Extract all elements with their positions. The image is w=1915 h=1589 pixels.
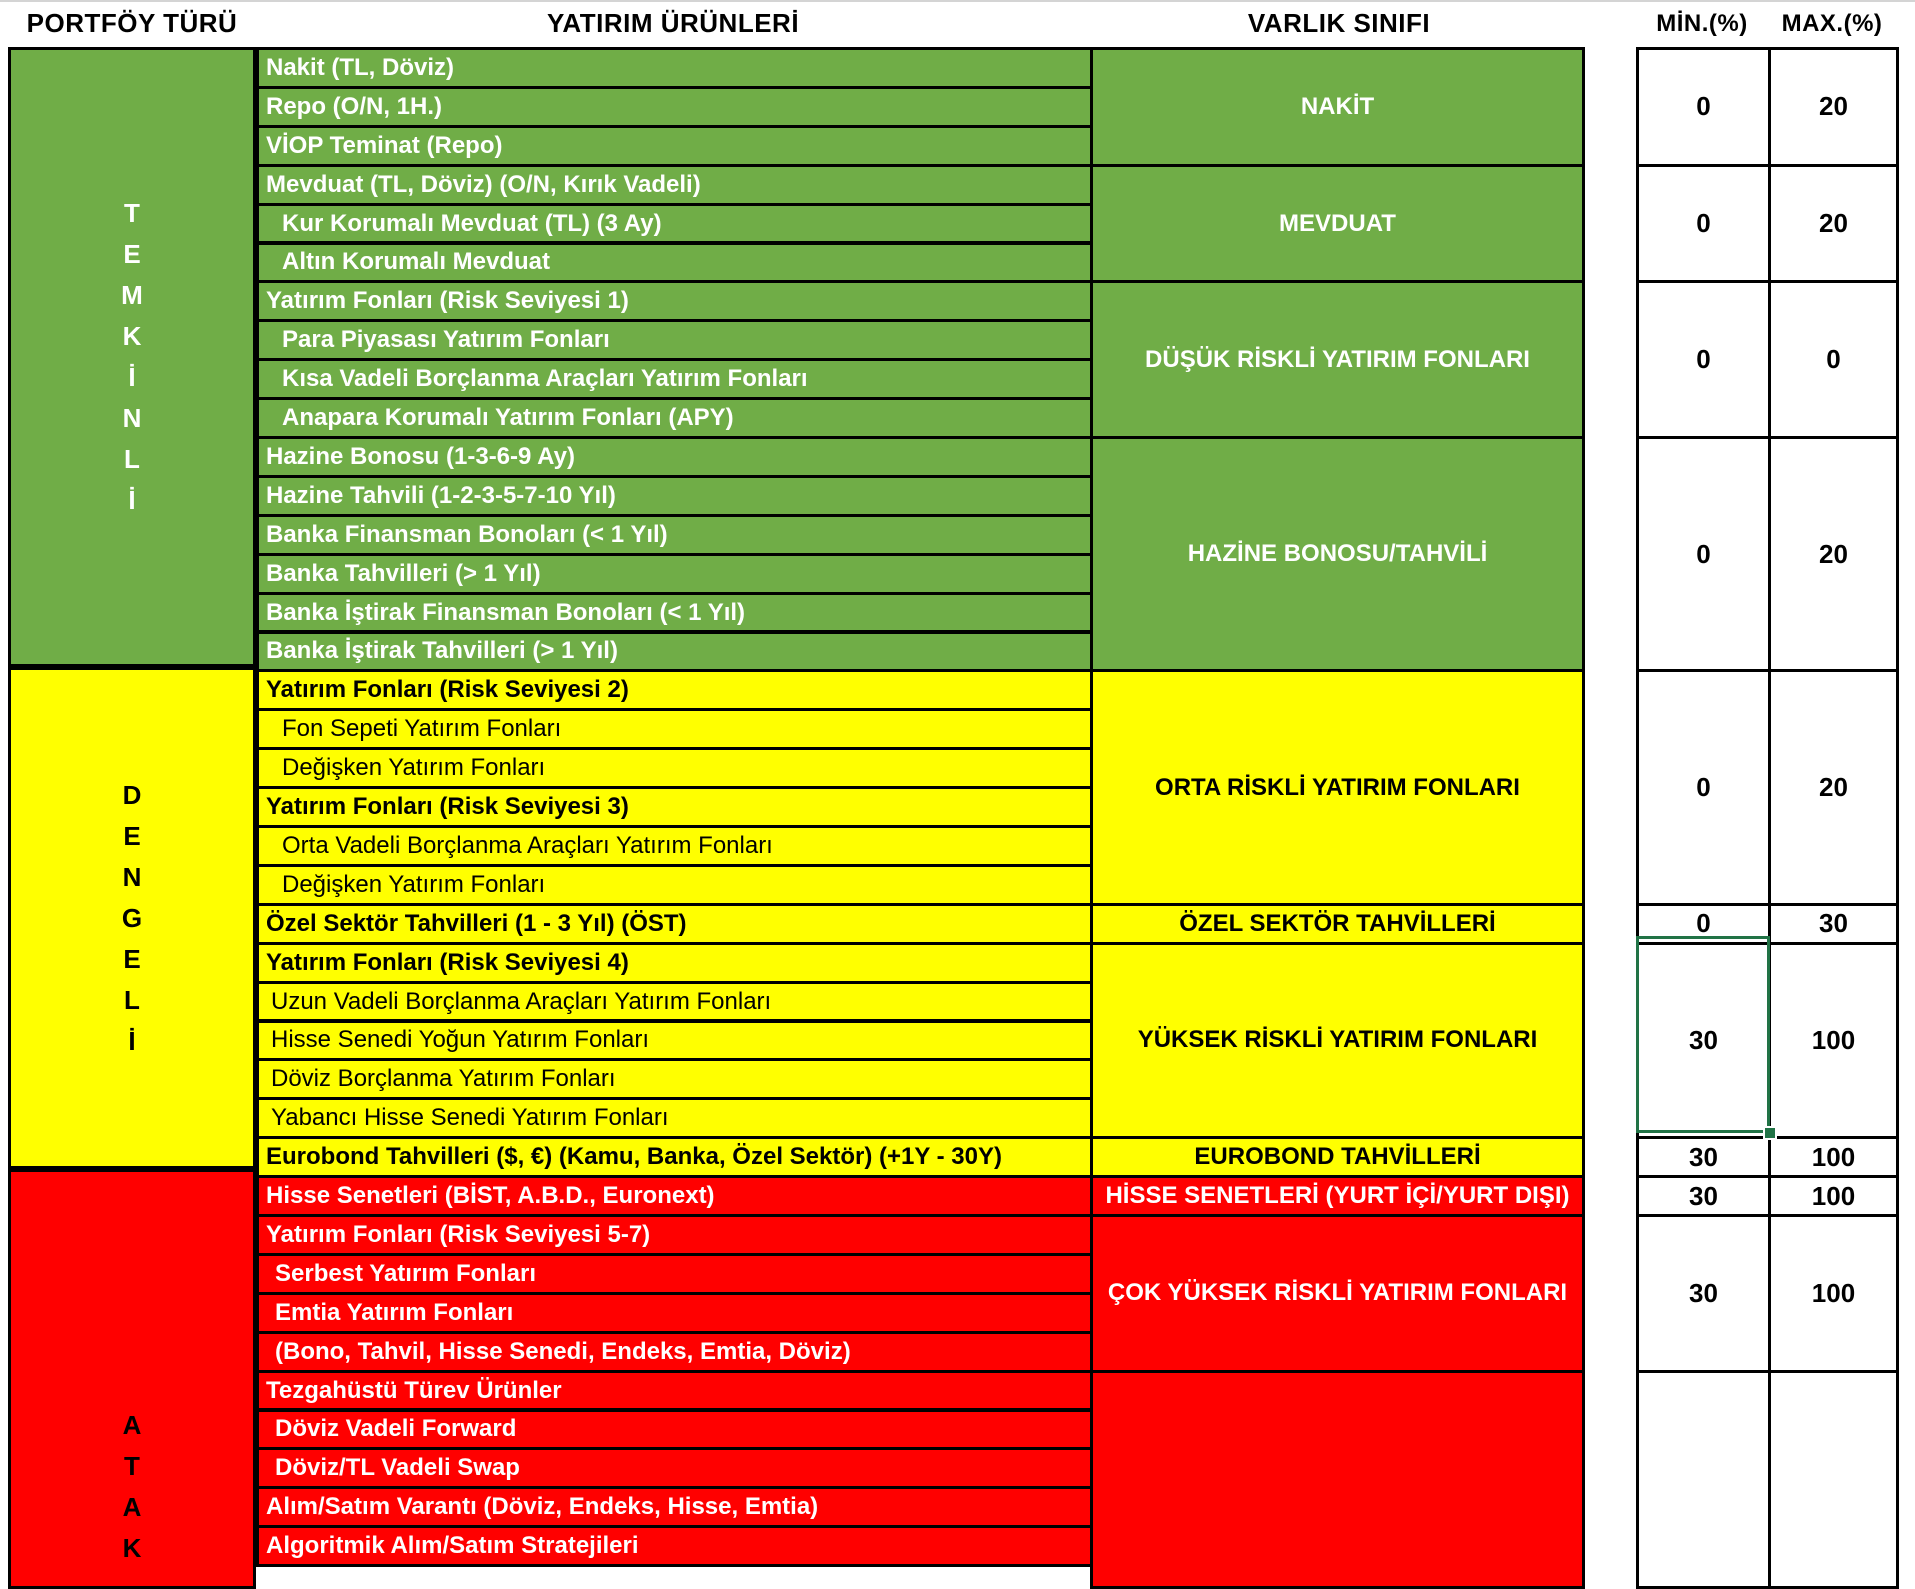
min-percent-cell[interactable]: 0 [1636, 164, 1771, 284]
portfolio-type-label [122, 775, 142, 1062]
product-row[interactable]: Yatırım Fonları (Risk Seviyesi 1) [256, 280, 1093, 322]
asset-class-cell[interactable]: ÖZEL SEKTÖR TAHVİLLERİ [1090, 903, 1585, 945]
product-row[interactable]: Hisse Senetleri (BİST, A.B.D., Euronext) [256, 1175, 1093, 1217]
asset-class-cell[interactable]: HİSSE SENETLERİ (YURT İÇİ/YURT DIŞI) [1090, 1175, 1585, 1217]
product-row[interactable]: Banka İştirak Finansman Bonoları (< 1 Yıl) [256, 592, 1093, 634]
min-percent-cell[interactable]: 0 [1636, 280, 1771, 439]
product-row[interactable]: Orta Vadeli Borçlanma Araçları Yatırım Fonları [256, 825, 1093, 867]
header-max-percent[interactable]: MAX.(%) [1781, 9, 1883, 37]
product-row[interactable]: Yatırım Fonları (Risk Seviyesi 3) [256, 786, 1093, 828]
fill-handle[interactable] [1763, 1126, 1777, 1140]
max-percent-cell[interactable]: 100 [1768, 1175, 1899, 1217]
product-row[interactable]: Mevduat (TL, Döviz) (O/N, Kırık Vadeli) [256, 164, 1093, 206]
portfolio-type-letter: L [124, 444, 140, 474]
product-row[interactable]: Yabancı Hisse Senedi Yatırım Fonları [256, 1097, 1093, 1139]
portfolio-type-letter: L [124, 984, 140, 1015]
asset-class-cell[interactable]: ÇOK YÜKSEK RİSKLİ YATIRIM FONLARI [1090, 1214, 1585, 1373]
product-row[interactable]: Algoritmik Alım/Satım Stratejileri [256, 1525, 1093, 1567]
portfolio-type-letter: E [123, 943, 141, 974]
min-percent-cell[interactable]: 0 [1636, 669, 1771, 905]
portfolio-type-letter: İ [128, 362, 136, 392]
portfolio-type-label [121, 193, 143, 521]
product-row[interactable]: Yatırım Fonları (Risk Seviyesi 4) [256, 942, 1093, 984]
max-percent-cell[interactable]: 20 [1768, 436, 1899, 672]
max-percent-cell[interactable]: 20 [1768, 669, 1899, 905]
product-row[interactable]: Değişken Yatırım Fonları [256, 864, 1093, 906]
product-row[interactable]: Döviz Vadeli Forward [256, 1409, 1093, 1451]
min-percent-cell[interactable] [1636, 1370, 1771, 1589]
min-percent-cell[interactable]: 30 [1636, 1214, 1771, 1373]
portfolio-type-letter: A [122, 1410, 142, 1440]
max-percent-cell[interactable]: 20 [1768, 47, 1899, 167]
product-row[interactable]: Kur Korumalı Mevduat (TL) (3 Ay) [256, 203, 1093, 245]
product-row[interactable]: Uzun Vadeli Borçlanma Araçları Yatırım Fonları [256, 981, 1093, 1023]
max-percent-cell[interactable]: 100 [1768, 942, 1899, 1140]
asset-class-cell[interactable]: EUROBOND TAHVİLLERİ [1090, 1136, 1585, 1178]
product-row[interactable]: Tezgahüstü Türev Ürünler [256, 1370, 1093, 1412]
product-row[interactable]: Serbest Yatırım Fonları [256, 1253, 1093, 1295]
product-row[interactable]: Banka İştirak Tahvilleri (> 1 Yıl) [256, 631, 1093, 673]
product-row[interactable]: Para Piyasası Yatırım Fonları [256, 319, 1093, 361]
product-row[interactable]: Döviz Borçlanma Yatırım Fonları [256, 1058, 1093, 1100]
product-row[interactable]: Fon Sepeti Yatırım Fonları [256, 708, 1093, 750]
asset-class-cell[interactable]: YÜKSEK RİSKLİ YATIRIM FONLARI [1090, 942, 1585, 1140]
min-percent-cell[interactable]: 0 [1636, 47, 1771, 167]
header-min-percent[interactable]: MİN.(%) [1656, 9, 1748, 37]
portfolio-type-letter: K [122, 321, 142, 351]
portfolio-type-letter: İ [128, 1025, 136, 1056]
header-varlik-sinifi[interactable]: VARLIK SINIFI [1247, 8, 1431, 38]
product-row[interactable]: Değişken Yatırım Fonları [256, 747, 1093, 789]
portfolio-type-letter: A [122, 1492, 142, 1522]
product-row[interactable]: Anapara Korumalı Yatırım Fonları (APY) [256, 397, 1093, 439]
portfolio-type-letter: E [123, 820, 141, 851]
product-row[interactable]: Banka Finansman Bonoları (< 1 Yıl) [256, 514, 1093, 556]
product-row[interactable]: Nakit (TL, Döviz) [256, 47, 1093, 89]
portfolio-type-label [123, 1405, 142, 1569]
portfolio-type-letter: K [122, 1533, 142, 1563]
product-row[interactable]: Altın Korumalı Mevduat [256, 242, 1093, 284]
portfolio-type-letter: D [122, 779, 142, 810]
min-percent-cell[interactable]: 30 [1636, 942, 1771, 1140]
max-percent-cell[interactable]: 100 [1768, 1136, 1899, 1178]
max-percent-cell[interactable] [1768, 1370, 1899, 1589]
portfolio-type-dengeli[interactable] [8, 667, 256, 1169]
product-row[interactable]: (Bono, Tahvil, Hisse Senedi, Endeks, Emtia, Döviz) [256, 1331, 1093, 1373]
max-percent-cell[interactable]: 20 [1768, 164, 1899, 284]
header-yatirim-urunleri[interactable]: YATIRIM ÜRÜNLERİ [546, 8, 800, 38]
portfolio-type-letter: T [124, 198, 140, 228]
asset-class-cell[interactable]: ORTA RİSKLİ YATIRIM FONLARI [1090, 669, 1585, 905]
product-row[interactable]: Döviz/TL Vadeli Swap [256, 1447, 1093, 1489]
product-row[interactable]: Alım/Satım Varantı (Döviz, Endeks, Hisse, Emtia) [256, 1486, 1093, 1528]
product-row[interactable]: Repo (O/N, 1H.) [256, 86, 1093, 128]
portfolio-type-temkinli[interactable] [8, 47, 256, 667]
product-row[interactable]: Banka Tahvilleri (> 1 Yıl) [256, 553, 1093, 595]
portfolio-type-atak[interactable] [8, 1169, 256, 1589]
max-percent-cell[interactable]: 30 [1768, 903, 1899, 945]
product-row[interactable]: Yatırım Fonları (Risk Seviyesi 5-7) [256, 1214, 1093, 1256]
product-row[interactable]: Eurobond Tahvilleri ($, €) (Kamu, Banka, Özel Sektör) (+1Y - 30Y) [256, 1136, 1093, 1178]
max-percent-cell[interactable]: 0 [1768, 280, 1899, 439]
product-row[interactable]: Emtia Yatırım Fonları [256, 1292, 1093, 1334]
portfolio-type-letter: N [122, 861, 142, 892]
min-percent-cell[interactable]: 0 [1636, 903, 1771, 945]
product-row[interactable]: Hisse Senedi Yoğun Yatırım Fonları [256, 1020, 1093, 1062]
asset-class-cell[interactable]: NAKİT [1090, 47, 1585, 167]
product-row[interactable]: VİOP Teminat (Repo) [256, 125, 1093, 167]
portfolio-type-letter: G [121, 902, 143, 933]
portfolio-type-letter: N [122, 403, 142, 433]
min-percent-cell[interactable]: 0 [1636, 436, 1771, 672]
portfolio-type-letter: T [124, 1451, 140, 1481]
min-percent-cell[interactable]: 30 [1636, 1175, 1771, 1217]
asset-class-cell[interactable]: DÜŞÜK RİSKLİ YATIRIM FONLARI [1090, 280, 1585, 439]
product-row[interactable]: Hazine Bonosu (1-3-6-9 Ay) [256, 436, 1093, 478]
min-percent-cell[interactable]: 30 [1636, 1136, 1771, 1178]
asset-class-cell[interactable]: MEVDUAT [1090, 164, 1585, 284]
portfolio-type-letter: E [123, 239, 141, 269]
product-row[interactable]: Yatırım Fonları (Risk Seviyesi 2) [256, 669, 1093, 711]
product-row[interactable]: Hazine Tahvili (1-2-3-5-7-10 Yıl) [256, 475, 1093, 517]
header-portfoy-turu[interactable]: PORTFÖY TÜRÜ [26, 8, 238, 38]
portfolio-type-letter: M [121, 280, 143, 310]
product-row[interactable]: Özel Sektör Tahvilleri (1 - 3 Yıl) (ÖST) [256, 903, 1093, 945]
product-row[interactable]: Kısa Vadeli Borçlanma Araçları Yatırım Fonları [256, 358, 1093, 400]
asset-class-cell[interactable] [1090, 1370, 1585, 1589]
asset-class-cell[interactable]: HAZİNE BONOSU/TAHVİLİ [1090, 436, 1585, 672]
portfolio-type-letter: İ [128, 485, 136, 515]
max-percent-cell[interactable]: 100 [1768, 1214, 1899, 1373]
